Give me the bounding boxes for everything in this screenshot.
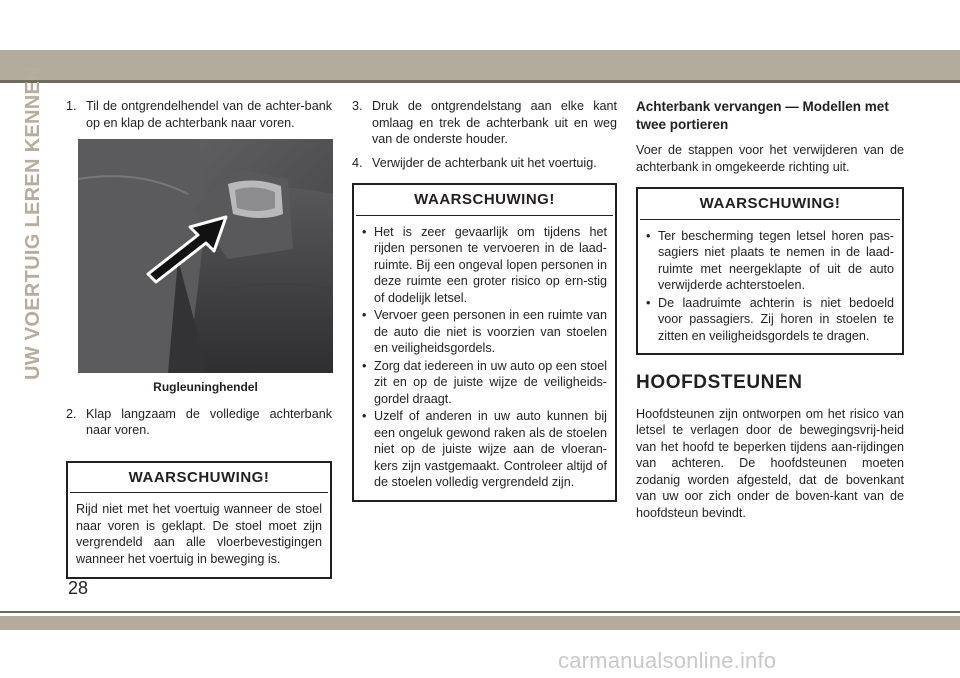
seat-release-lever-photo — [78, 139, 333, 373]
step-4 — [352, 155, 617, 172]
column-3 — [636, 98, 904, 529]
warning-title: WAARSCHUWING! — [70, 463, 328, 494]
seat-photo-illustration — [78, 139, 333, 373]
warning-box — [352, 183, 617, 502]
warning-bullet: • Uzelf of anderen in uw auto kunnen bij een ongeluk gewond raken als de stoelen niet op de juiste wijze aan de vloeran-kers zijn vastgemaakt. Controleer altijd of de stoelen volledig vergrendeld zijn. — [362, 409, 607, 489]
warning-title: WAARSCHUWING! — [640, 189, 900, 220]
step-1 — [66, 98, 332, 131]
footer-rule — [0, 611, 960, 613]
lever-handle — [228, 180, 283, 218]
page-number: 28 — [68, 578, 89, 598]
warning-bullet: • Vervoer geen personen in een ruimte van de auto die niet is voorzien van stoelen en veiligheidsgordels. — [362, 308, 607, 355]
step-3 — [352, 98, 617, 148]
header-rule — [0, 80, 960, 83]
sub-heading: Achterbank vervangen — Modellen met twee portieren — [636, 99, 889, 132]
step-text: Til de ontgrendelhendel van de achter-bank op en klap de achterbank naar voren. — [86, 99, 332, 130]
column-1 — [66, 98, 332, 579]
warning-box — [636, 187, 904, 355]
bullet-icon: • — [646, 295, 651, 310]
step-text: Klap langzaam de volledige achterbank naar voren. — [86, 406, 332, 437]
figure-caption: Rugleuninghendel — [153, 380, 258, 394]
bullet-icon: • — [646, 228, 651, 243]
warning-text: Rijd niet met het voertuig wanneer de stoel naar voren is geklapt. De stoel moet zijn vergrendeld aan alle vloerbevestigingen wanneer het voertuig in beweging is. — [76, 502, 322, 566]
column-2 — [352, 98, 617, 502]
section-heading: HOOFDSTEUNEN — [636, 372, 803, 393]
step-number: 2. — [66, 406, 77, 421]
warning-bullet: • De laadruimte achterin is niet bedoeld voor passagiers. Zij horen in stoelen te zitten en veiligheidsgordels te dragen. — [646, 295, 894, 343]
warning-bullet: • Zorg dat iedereen in uw auto op een stoel zit en op de juiste wijze de veiligheids-gordel draagt. — [362, 358, 607, 406]
warning-title: WAARSCHUWING! — [356, 185, 613, 216]
bullet-icon: • — [362, 308, 367, 322]
step-number: 4. — [352, 155, 363, 170]
section-side-title: UW VOERTUIG LEREN KENNEN — [22, 66, 44, 380]
step-2 — [66, 406, 332, 439]
warning-bullet-list — [638, 220, 902, 354]
watermark: carmanualsonline.info — [558, 648, 777, 673]
body-paragraph: Hoofdsteunen zijn ontworpen om het risico van letsel te verlagen door de bewegingsvrij-heid van het hoofd te beperken tijdens aan-rijdingen van achteren. De hoofdsteunen moeten zodanig worden afgesteld, dat de bovenkant van uw oor zich onder de boven-kant van de hoofdsteun bevindt. — [636, 406, 904, 520]
bullet-icon: • — [362, 409, 367, 423]
step-number: 1. — [66, 99, 77, 113]
step-number: 3. — [352, 99, 363, 113]
intro-paragraph: Voer de stappen voor het verwijderen van de achterbank in omgekeerde richting uit. — [636, 143, 904, 174]
step-text: Verwijder de achterbank uit het voertuig. — [372, 155, 597, 170]
warning-box — [66, 461, 332, 580]
footer-band — [0, 616, 960, 630]
warning-bullet-list — [354, 216, 615, 500]
bullet-icon: • — [362, 224, 367, 239]
header-band — [0, 50, 960, 80]
bullet-icon: • — [362, 358, 367, 373]
warning-bullet: • Het is zeer gevaarlijk om tijdens het rijden personen te vervoeren in de laad-ruimte. Bij een ongeval lopen personen in deze ruimte een groter risico op ern-stig of dodelijk letsel. — [362, 224, 607, 305]
step-text: Druk de ontgrendelstang aan elke kant omlaag en trek de achterbank uit en weg van de onderste houder. — [372, 99, 617, 146]
warning-bullet: • Ter bescherming tegen letsel horen pas-sagiers niet plaats te nemen in de laad-ruimte met neergeklapte of uit de auto verwijderde achterstoelen. — [646, 228, 894, 292]
